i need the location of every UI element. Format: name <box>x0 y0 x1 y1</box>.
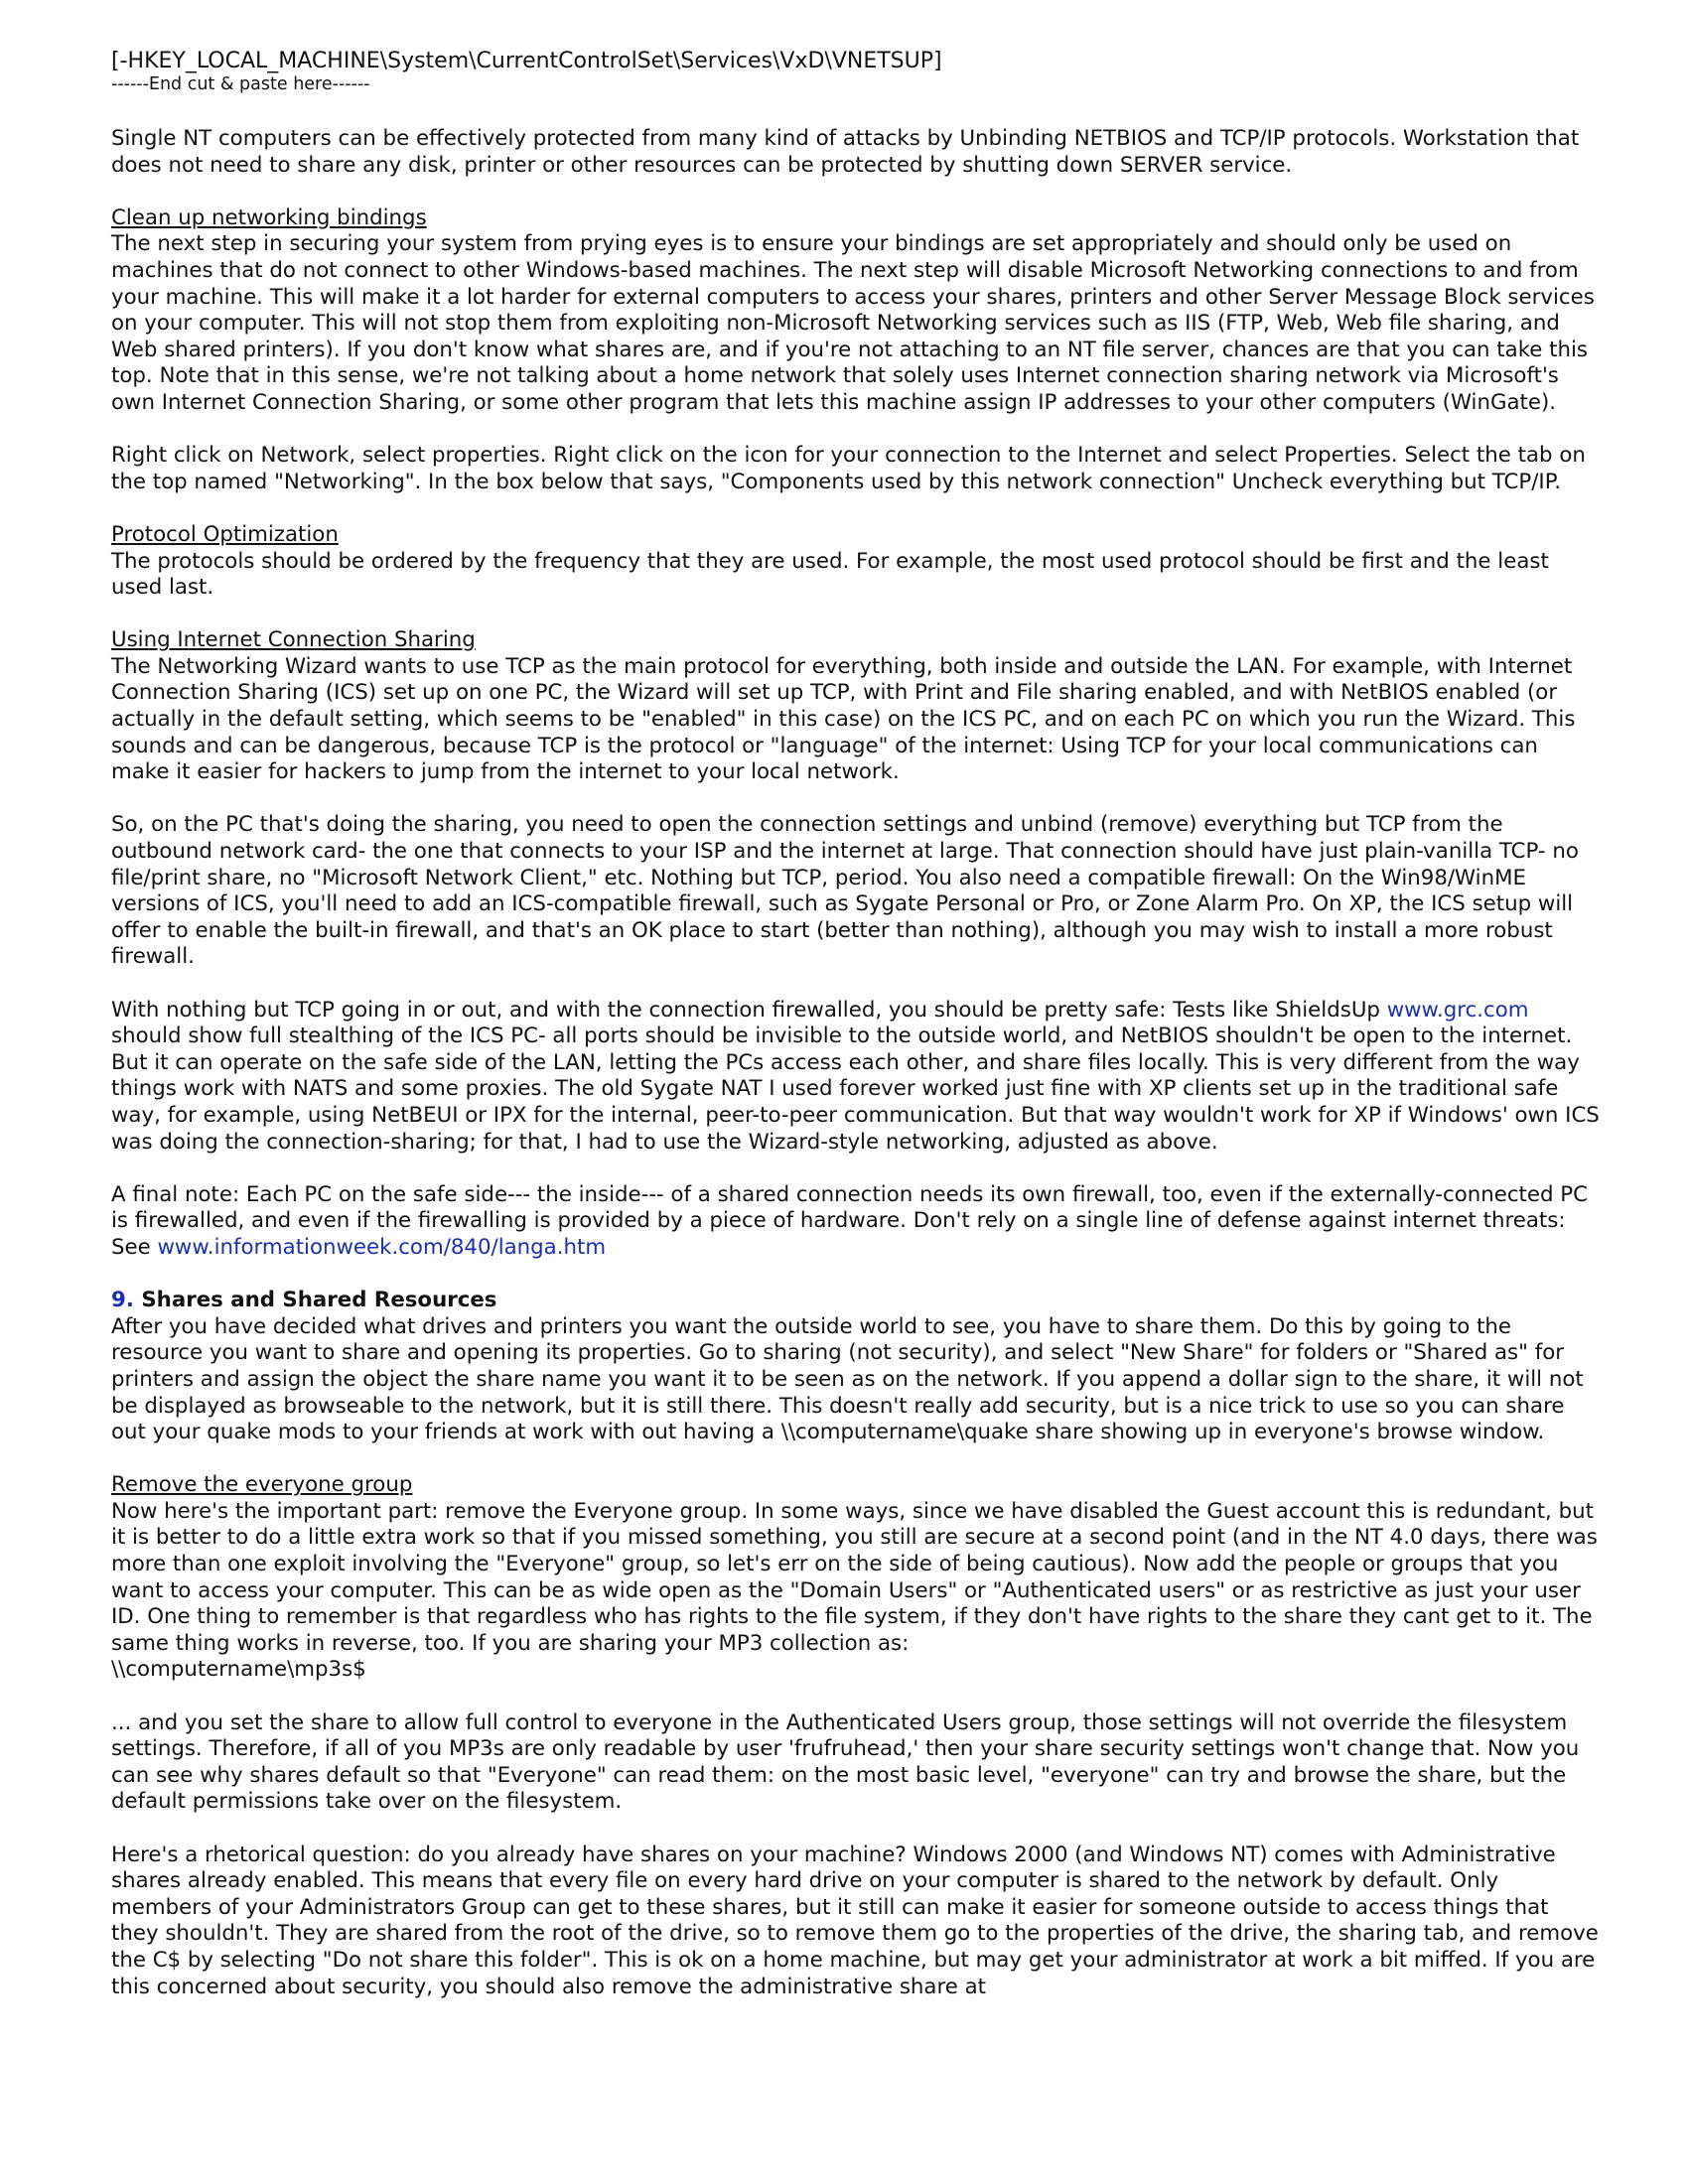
ics-paragraph-4 <box>111 1182 1601 1262</box>
everyone-heading: Remove the everyone group <box>111 1472 413 1498</box>
everyone-paragraph-3: Here's a rhetorical question: do you already have shares on your machine? Windows 2000 (and Windows NT) comes with Administrative shares already enabled. This means that every file on every hard drive on your computer is shared to the network by default. Only members of your Administrators Group can get to these shares, but it still can make it easier for someone outside to access things that they shouldn't. They are shared from the root of the drive, so to remove them go to the properties of the drive, the sharing tab, and remove the C$ by selecting "Do not share this folder". This is ok on a home machine, but may get your administrator at work a bit miffed. If you are this concerned about security, you should also remove the administrative share at <box>111 1842 1599 1999</box>
ics-section <box>111 627 1601 786</box>
ics-p3-text-after: should show full stealthing of the ICS PC- all ports should be invisible to the outside world, and NetBIOS shouldn't be open to the internet. But it can operate on the safe side of the LAN, letting the PCs access each other, and share files locally. This is very different from the way things work with NATS and some proxies. The old Sygate NAT I used forever worked just fine with XP clients set up in the traditional safe way, for example, using NetBEUI or IPX for the internal, peer-to-peer communication. But that way wouldn't work for XP if Windows' own ICS was doing the connection-sharing; for that, I had to use the Wizard-style networking, adjusted as above. <box>111 1024 1600 1155</box>
bindings-steps-paragraph: Right click on Network, select properties. Right click on the icon for your connection to the Internet and select Properties. Select the tab on the top named "Networking". In the box below that says, "Components used by this network connection" Uncheck everything but TCP/IP. <box>111 443 1586 494</box>
protocol-body: The protocols should be ordered by the frequency that they are used. For example, the most used protocol should be first and the least used last. <box>111 548 1549 601</box>
cut-paste-marker: ------End cut & paste here------ <box>111 74 370 94</box>
bindings-heading: Clean up networking bindings <box>111 205 427 230</box>
bindings-section <box>111 205 1601 417</box>
shares-body: After you have decided what drives and printers you want the outside world to see, you have to share them. Do this by going to the resource you want to share and opening its properties. Go to sharing (not security), and select "New Share" for folders or "Shared as" for printers and assign the object the share name you want it to be seen as on the network. If you append a dollar sign to the share, it will not be displayed as browseable to the network, but it is still there. This doesn't really add security, but is a nice trick to use so you can share out your quake mods to your friends at work with out having a \\computername\quake share showing up in everyone's browse window. <box>111 1313 1584 1445</box>
protocol-heading: Protocol Optimization <box>111 521 339 547</box>
intro-paragraph: Single NT computers can be effectively protected from many kind of attacks by Unbinding NETBIOS and TCP/IP protocols. Workstation that does not need to share any disk, printer or other resources can be protected by shutting down SERVER service. <box>111 126 1580 178</box>
registry-key-line: [-HKEY_LOCAL_MACHINE\System\CurrentControlSet\Services\VxD\VNETSUP] <box>111 49 942 73</box>
section-number: 9. <box>111 1288 134 1313</box>
ics-paragraph-3 <box>111 998 1601 1157</box>
document-page <box>111 48 1601 2027</box>
shares-section-title <box>111 1288 1601 1314</box>
everyone-section <box>111 1472 1601 1684</box>
everyone-body-1: Now here's the important part: remove the Everyone group. In some ways, since we have disabled the Guest account this is redundant, but it is better to do a little extra work so that if you missed something, you still are secure at a second point (and in the NT 4.0 days, there was more than one exploit involving the "Everyone" group, so let's err on the side of being cautious). Now add the people or groups that you want to access your computer. This can be as wide open as the "Domain Users" or "Authenticated users" or as restrictive as just your user ID. One thing to remember is that regardless who has rights to the file system, if they don't have rights to the share they cant get to it. The same thing works in reverse, too. If you are sharing your MP3 collection as: <box>111 1498 1598 1656</box>
informationweek-link[interactable]: www.informationweek.com/840/langa.htm <box>157 1234 607 1260</box>
protocol-section <box>111 522 1601 602</box>
ics-p3-text-before: With nothing but TCP going in or out, and with the connection firewalled, you should be pretty safe: Tests like ShieldsUp <box>111 997 1387 1023</box>
ics-paragraph-2: So, on the PC that's doing the sharing, you need to open the connection settings and unbind (remove) everything but TCP from the outbound network card- the one that connects to your ISP and the internet at large. That connection should have just plain-vanilla TCP- no file/print share, no "Microsoft Network Client," etc. Nothing but TCP, period. You also need a compatible firewall: On the Win98/WinME versions of ICS, you'll need to add an ICS-compatible firewall, such as Sygate Personal or Pro, or Zone Alarm Pro. On XP, the ICS setup will offer to enable the built-in firewall, and that's an OK place to start (better than nothing), although you may wish to install a more robust firewall. <box>111 812 1579 970</box>
bindings-body: The next step in securing your system from prying eyes is to ensure your bindings are set appropriately and should only be used on machines that do not connect to other Windows-based machines. The next step will disable Microsoft Networking connections to and from your machine. This will make it a lot harder for external computers to access your shares, printers and other Server Message Block services on your computer. This will not stop them from exploiting non-Microsoft Networking services such as IIS (FTP, Web, Web file sharing, and Web shared printers). If you don't know what shares are, and if you're not attaching to an NT file server, chances are that you can take this top. Note that in this sense, we're not talking about a home network that solely uses Internet connection sharing network via Microsoft's own Internet Connection Sharing, or some other program that lets this machine assign IP addresses to your other computers (WinGate). <box>111 231 1595 415</box>
ics-heading: Using Internet Connection Sharing <box>111 627 476 653</box>
grc-link[interactable]: www.grc.com <box>1386 997 1529 1023</box>
ics-p4-text: A final note: Each PC on the safe side--- the inside--- of a shared connection needs its own firewall, too, even if the externally-connected PC is firewalled, and even if the firewalling is provided by a piece of hardware. Don't rely on a single line of defense against internet threats: See <box>111 1181 1588 1260</box>
ics-body-1: The Networking Wizard wants to use TCP as the main protocol for everything, both inside and outside the LAN. For example, with Internet Connection Sharing (ICS) set up on one PC, the Wizard will set up TCP, with Print and File sharing enabled, and with NetBIOS enabled (or actually in the default setting, which seems to be "enabled" in this case) on the ICS PC, and on each PC on which you run the Wizard. This sounds and can be dangerous, because TCP is the protocol or "language" of the internet: Using TCP for your local communications can make it easier for hackers to jump from the internet to your local network. <box>111 653 1576 785</box>
everyone-paragraph-2: ... and you set the share to allow full control to everyone in the Authenticated Users group, those settings will not override the filesystem settings. Therefore, if all of you MP3s are only readable by user 'frufruhead,' then your share security settings won't change that. Now you can see why shares default so that "Everyone" can read them: on the most basic level, "everyone" can try and browse the share, but the default permissions take over on the filesystem. <box>111 1709 1580 1815</box>
mp3-share-path: \\computername\mp3s$ <box>111 1657 366 1683</box>
section-title-text: Shares and Shared Resources <box>133 1288 497 1313</box>
